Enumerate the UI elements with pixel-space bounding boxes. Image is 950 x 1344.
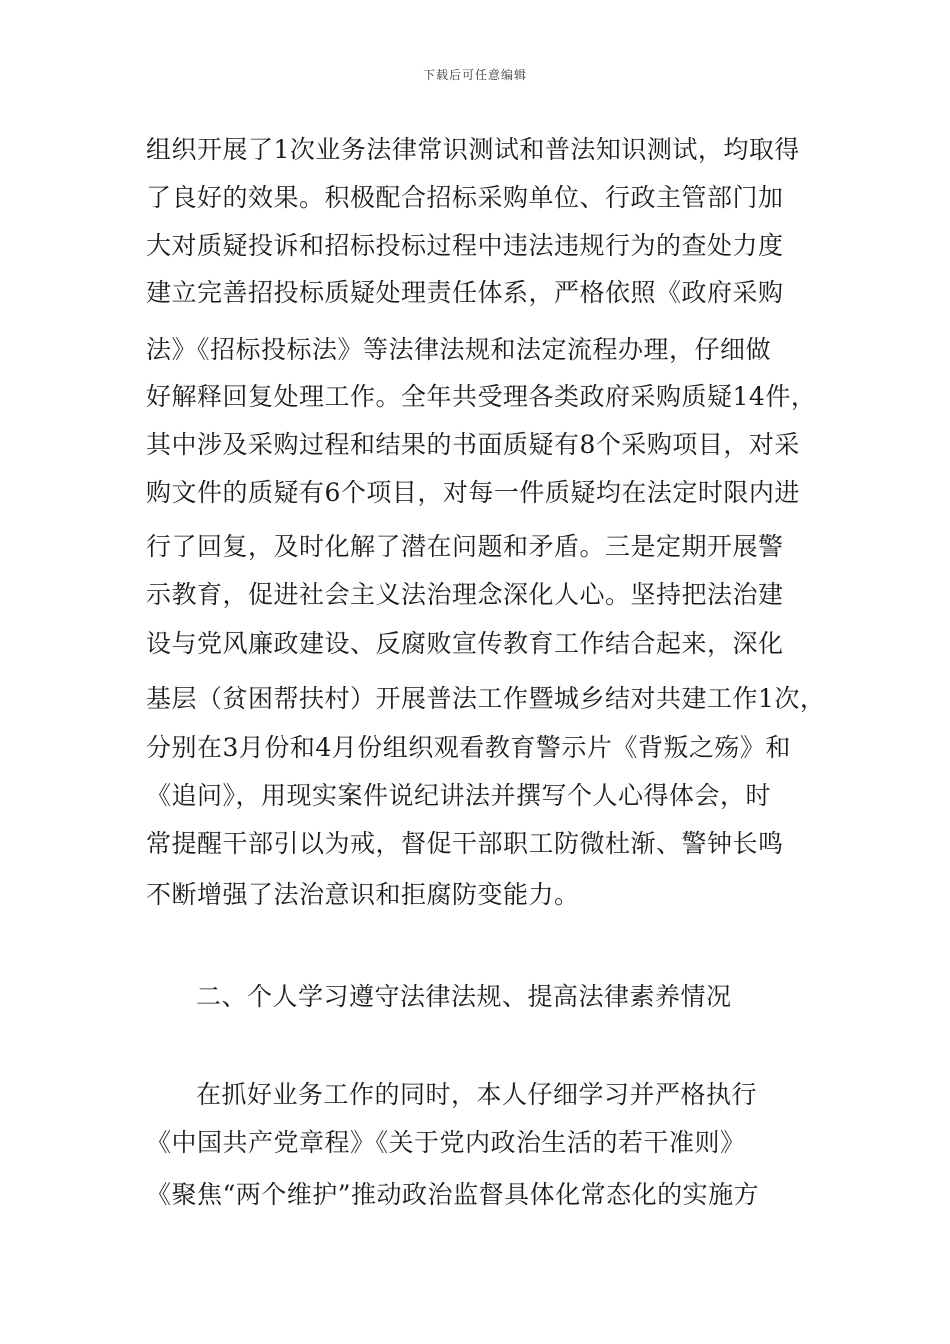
paragraph-line: 《聚焦“两个维护”推动政治监督具体化常态化的实施方 — [146, 1180, 760, 1209]
paragraph-line: 常提醒干部引以为戒，督促干部职工防微杜渐、警钟长鸣 — [146, 829, 784, 858]
paragraph-line: 《中国共产党章程》《关于党内政治生活的若干准则》 — [146, 1128, 746, 1157]
paragraph-line: 好解释回复处理工作。全年共受理各类政府采购质疑14件， — [146, 382, 817, 411]
paragraph-line: 不断增强了法治意识和拒腐防变能力。 — [146, 880, 580, 909]
paragraph-line: 大对质疑投诉和招标投标过程中违法违规行为的查处力度 — [146, 231, 784, 260]
paragraph-line: 法》《招标投标法》等法律法规和法定流程办理，仔细做 — [146, 335, 772, 364]
paragraph-line: 了良好的效果。积极配合招标采购单位、行政主管部门加 — [146, 183, 784, 212]
paragraph-line: 建立完善招投标质疑处理责任体系，严格依照《政府采购 — [146, 278, 784, 307]
download-note: 下载后可任意编辑 — [422, 68, 527, 82]
paragraph-line: 其中涉及采购过程和结果的书面质疑有8个采购项目，对采 — [146, 430, 800, 459]
paragraph-line: 分别在3月份和4月份组织观看教育警示片《背叛之殇》和 — [146, 733, 791, 762]
paragraph-line: 《追问》，用现实案件说纪讲法并撰写个人心得体会，时 — [146, 781, 772, 810]
paragraph-line: 设与党风廉政建设、反腐败宣传教育工作结合起来，深化 — [146, 629, 784, 658]
paragraph-line: 购文件的质疑有6个项目，对每一件质疑均在法定时限内进 — [146, 478, 800, 507]
paragraph-line: 行了回复，及时化解了潜在问题和矛盾。三是定期开展警 — [146, 532, 784, 561]
section-heading: 二、个人学习遵守法律法规、提高法律素养情况 — [196, 982, 732, 1011]
paragraph-line: 基层（贫困帮扶村）开展普法工作暨城乡结对共建工作1次， — [146, 684, 826, 713]
paragraph-line: 组织开展了1次业务法律常识测试和普法知识测试，均取得 — [146, 135, 800, 164]
paragraph-line: 在抓好业务工作的同时，本人仔细学习并严格执行 — [196, 1080, 758, 1109]
paragraph-line: 示教育，促进社会主义法治理念深化人心。坚持把法治建 — [146, 580, 784, 609]
